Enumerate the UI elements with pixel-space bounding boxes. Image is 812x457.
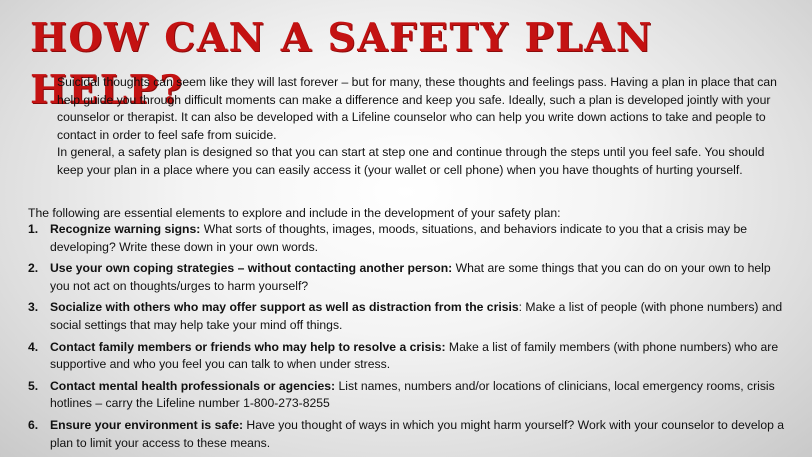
list-item: [28, 221, 788, 256]
item-heading: Socialize with others who may offer support as well as distraction from the crisis: [50, 300, 519, 315]
item-heading: Recognize warning signs:: [50, 222, 201, 236]
slide-title: HOW CAN A SAFETY PLAN HELP?: [30, 15, 653, 113]
list-item: [28, 299, 788, 334]
list-item: [28, 417, 788, 452]
item-number: 4.: [28, 339, 39, 354]
intro-section: [57, 74, 785, 180]
list-item: [28, 339, 788, 374]
item-heading: Ensure your environment is safe:: [50, 417, 244, 432]
list-item: [28, 378, 788, 413]
list-item: [28, 260, 788, 295]
item-text: Make a list of family members (with phone numbers) who are supportive and who you feel you can talk to when under stress.: [50, 339, 779, 372]
item-number: 3.: [28, 300, 39, 315]
item-text: List names, numbers and/or locations of clinicians, local emergency rooms, crisis hotlines – carry the Lifeline number 1-800-273-8255: [50, 378, 775, 411]
item-text: : Make a list of people (with phone numbers) and social settings that may help take your mind off things.: [50, 300, 783, 332]
item-number: 1.: [28, 222, 39, 236]
item-number: 2.: [28, 261, 39, 276]
intro-paragraph: Suicidal thoughts can seem like they will last forever – but for many, these thoughts and feelings pass. Having a plan in place that can help guide you through difficult moments can make a difference and keep you safe. Ideally, such a plan is developed jointly with your counselor or therapist. It can also be developed with a Lifeline counselor who can help you write down actions to take and people to contact in order to feel safe from suicide.: [57, 75, 777, 142]
elements-lead-text: The following are essential elements to explore and include in the development of your safety plan:: [28, 206, 561, 220]
item-number: 5.: [28, 378, 39, 393]
item-heading: Use your own coping strategies – without contacting another person:: [50, 261, 453, 276]
item-text: What sorts of thoughts, images, moods, situations, and behaviors indicate to you that a crisis may be developing? Write these down in your own words.: [50, 222, 748, 254]
intro-paragraph: In general, a safety plan is designed so that you can start at step one and continue through the steps until you feel safe. You should keep your plan in a place where you can easily access it (your wallet or cell phone) when you have thoughts of hurting yourself.: [57, 145, 765, 177]
item-text: Have you thought of ways in which you might harm yourself? Work with your counselor to develop a plan to limit your access to these means.: [50, 417, 785, 450]
item-text: What are some things that you can do on your own to help you not act on thoughts/urges to harm yourself?: [50, 261, 771, 293]
item-heading: Contact mental health professionals or agencies:: [50, 378, 336, 393]
safety-plan-elements-list: [28, 221, 788, 456]
item-heading: Contact family members or friends who may help to resolve a crisis:: [50, 339, 446, 354]
item-number: 6.: [28, 417, 39, 432]
